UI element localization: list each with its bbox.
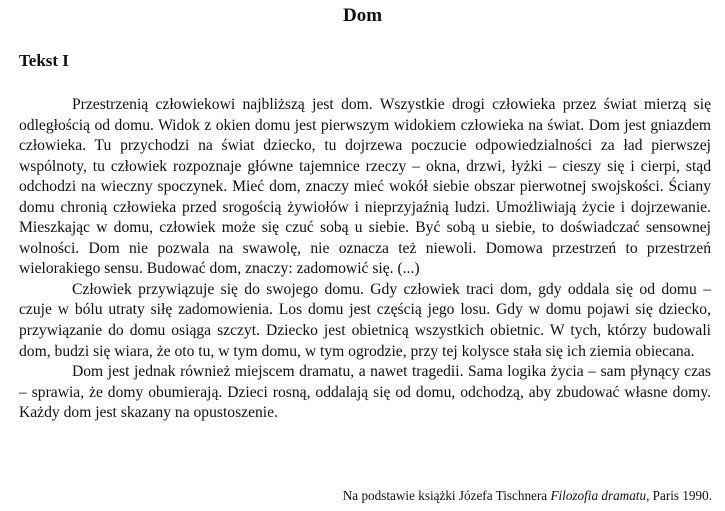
document-title: Dom	[342, 5, 383, 26]
paragraph-3: Dom jest jednak również miejscem dramatu, a nawet tragedii. Sama logika życia – sam płynący czas – sprawia, że domy obumierają. Dzieci rosną, oddalają się od domu, odchodzą, aby zbudować własne domy. Każdy dom jest skazany na opustoszenie.	[19, 363, 711, 422]
body-text	[19, 95, 711, 424]
source-suffix: , Paris 1990.	[646, 488, 712, 503]
source-prefix: Na podstawie książki Józefa Tischnera	[342, 488, 551, 503]
section-heading: Tekst I	[19, 51, 69, 70]
paragraph-2: Człowiek przywiązuje się do swojego domu. Gdy człowiek traci dom, gdy oddala się od domu – czuje w bólu utraty siłę zadomowienia. Los domu jest częścią jego losu. Gdy w domu pojawi się dziecko, przywiązanie do domu osiąga szczyt. Dziecko jest obietnicą wszystkich obietnic. W tych, którzy budowali dom, budzi się wiara, że oto tu, w tym domu, w tym ogrodzie, przy tej kolysce stała się ich ziemia obiecana.	[19, 280, 711, 360]
source-book-title: Filozofia dramatu	[550, 488, 647, 503]
paragraph-1: Przestrzenią człowiekowi najbliższą jest dom. Wszystkie drogi człowieka przez świat mierzą się odległością od domu. Widok z okien domu jest pierwszym widokiem człowieka na świat. Dom jest gniazdem człowieka. Tu przychodzi na świat dziecko, tu dojrzewa poczucie odpowiedzialności za ład pierwszej wspólnoty, tu człowiek rozpoznaje główne tajemnice rzeczy – okna, drzwi, łyżki – cieszy się i cierpi, stąd odchodzi na wieczny spoczynek. Mieć dom, znaczy mieć wokół siebie obszar pierwotnej swojskości. Ściany domu chronią człowieka przed srogością żywiołów i nieprzyjaźnią ludzi. Umożliwiają życie i dojrzewanie. Mieszkając w domu, człowiek może się czuć sobą u siebie. Być sobą u siebie, to doświadczać sensownej wolności. Dom nie pozwala na swawolę, nie oznacza też niewoli. Domowa przestrzeń to przestrzeń wielorakiego sensu. Budować dom, znaczy: zadomowić się. (...)	[19, 96, 711, 278]
source-citation	[343, 487, 712, 505]
